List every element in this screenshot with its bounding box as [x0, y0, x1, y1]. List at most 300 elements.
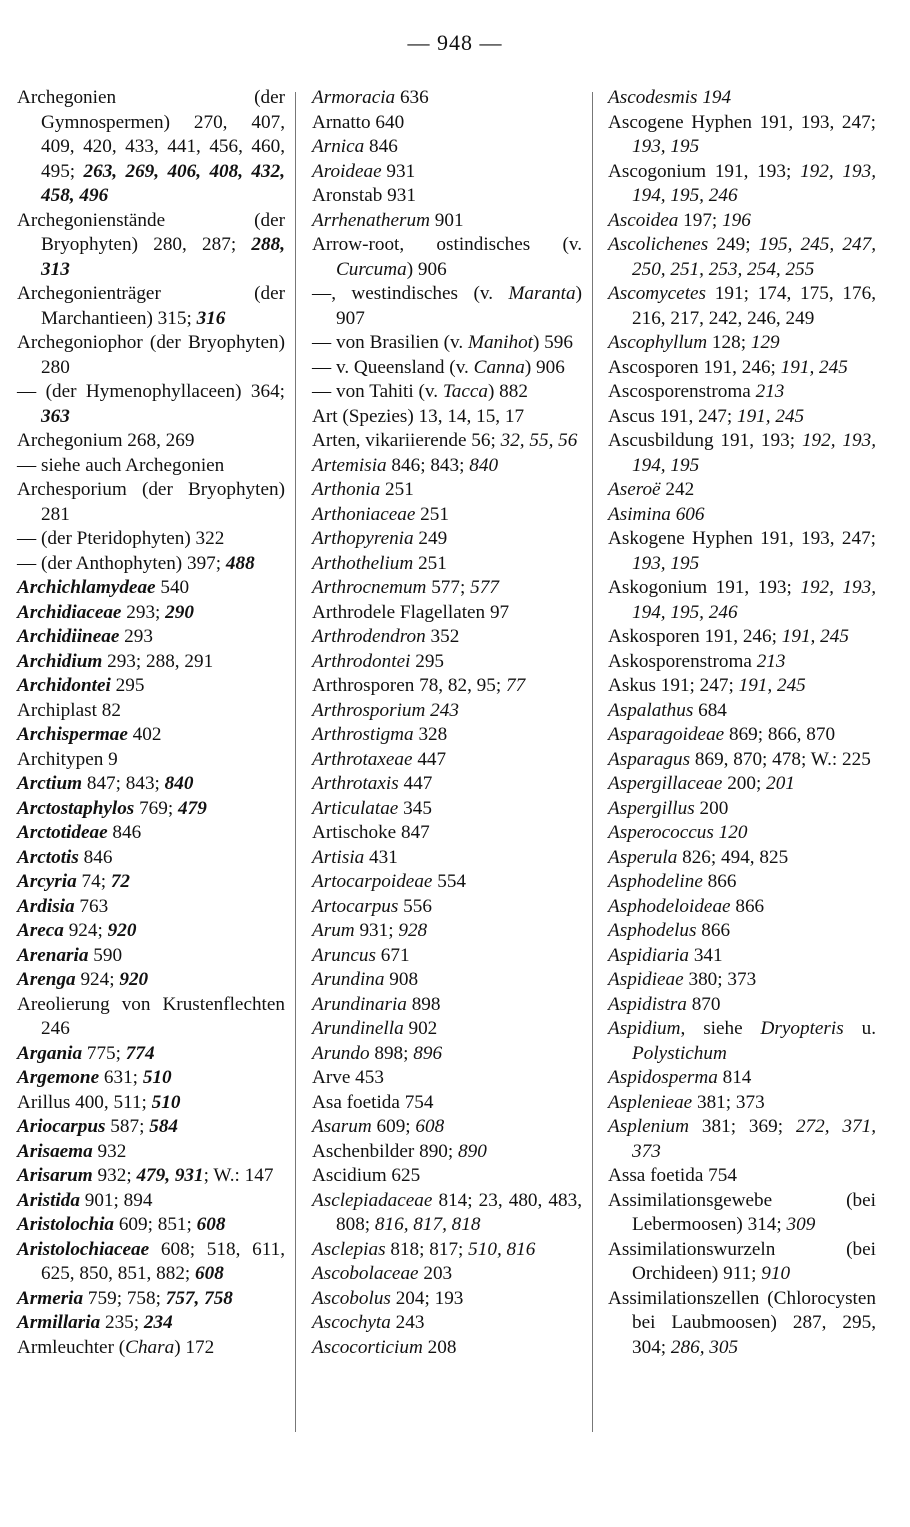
entry-text: Armeria [17, 1287, 84, 1309]
entry-text: 286, 305 [670, 1336, 739, 1358]
entry-text: Asplenieae [608, 1091, 693, 1113]
index-entry [17, 1115, 285, 1140]
entry-text: 826; 494, 825 [677, 846, 789, 868]
index-entry [312, 625, 582, 650]
entry-text: — von Brasilien (v. [312, 332, 468, 353]
index-entry [17, 1287, 285, 1312]
entry-text: 381; 369; [689, 1116, 796, 1137]
entry-text: Aspidosperma [608, 1067, 718, 1088]
index-entry [312, 895, 582, 920]
entry-text: 381; 373 [692, 1091, 765, 1113]
entry-text: Archichlamydeae [17, 577, 156, 598]
index-entry [608, 86, 876, 111]
entry-text: Artischoke 847 [312, 822, 430, 843]
entry-text: Aspergillaceae [608, 773, 723, 794]
entry-text: Archidium [17, 650, 103, 672]
index-entry [312, 576, 582, 601]
entry-text: Arundinaria [312, 993, 407, 1015]
entry-text: Aristida [17, 1189, 80, 1211]
entry-text: Aspidiaria [608, 944, 690, 966]
entry-text: Archegonien (der Gymnospermen) 270, 407, 409, 420, 433, 441, 456, 460, 495; [17, 87, 285, 182]
entry-text: 192, 193, 194, 195, 246 [632, 160, 877, 206]
index-entry [312, 797, 582, 822]
entry-text: Ascomycetes [608, 283, 707, 304]
entry-text: 363 [41, 405, 70, 427]
entry-text: Dryopteris [760, 1018, 844, 1039]
index-entry [17, 993, 285, 1042]
entry-text: Asperula [608, 846, 678, 868]
entry-text: Ardisia [17, 895, 75, 917]
index-entry [17, 331, 285, 380]
index-entry [608, 895, 876, 920]
entry-text: 195, 245, 247, 250, 251, 253, 254, 255 [632, 234, 876, 280]
index-entry [312, 478, 582, 503]
entry-text: u. [843, 1018, 876, 1039]
entry-text: 208 [422, 1336, 457, 1358]
entry-text: Arctium [17, 773, 83, 794]
entry-text: 243 [430, 699, 459, 721]
entry-text: Manihot [467, 332, 533, 353]
entry-text: Arisarum [17, 1165, 93, 1186]
entry-text: Aristolochiaceae [17, 1238, 150, 1260]
entry-text: Asphodeline [608, 871, 703, 892]
index-entry [608, 1017, 876, 1066]
index-entry [312, 405, 582, 430]
index-entry [312, 601, 582, 626]
entry-text: Arnica [312, 136, 365, 157]
index-entry [608, 1238, 876, 1287]
entry-text: Aspergillus [608, 797, 695, 819]
entry-text: Arundina [312, 969, 385, 990]
entry-text: 120 [718, 822, 748, 843]
index-entry [608, 748, 876, 773]
entry-text: Archegonium 268, 269 [17, 430, 195, 451]
entry-text: Arillus 400, 511; [17, 1091, 152, 1113]
entry-text: 290 [165, 601, 194, 623]
entry-text: Asphodeloideae [608, 895, 731, 917]
entry-text: Archiplast 82 [17, 699, 121, 721]
index-entry [312, 135, 582, 160]
index-entry [608, 1287, 876, 1361]
index-entry [17, 895, 285, 920]
entry-text: Askogonium 191, 193; [608, 577, 801, 598]
entry-text: 898 [406, 993, 441, 1015]
entry-text: Ascusbildung 191, 193; [608, 430, 802, 451]
entry-text: 242 [660, 479, 695, 500]
entry-text: Articulatae [312, 797, 399, 819]
entry-text: 901 [429, 209, 464, 231]
entry-text: Assa foetida 754 [608, 1165, 737, 1186]
entry-text: 814 [717, 1067, 752, 1088]
index-entry [608, 919, 876, 944]
index-entry [17, 699, 285, 724]
index-entry [17, 1140, 285, 1165]
entry-text: Arisaema [17, 1140, 93, 1162]
entry-text: 510 [151, 1091, 181, 1113]
entry-text: 540 [155, 577, 190, 598]
entry-text: Askogene Hyphen 191, 193, 247; [608, 528, 876, 549]
index-entry [17, 723, 285, 748]
entry-text: — siehe auch Archegonien [17, 454, 225, 476]
entry-text: Ascosporen 191, 246; [608, 356, 781, 378]
index-entry [17, 1336, 285, 1361]
entry-text: ) 906 [524, 356, 565, 378]
entry-text: 870 [686, 993, 721, 1015]
entry-text: 577 [470, 577, 499, 598]
entry-text: 840 [164, 773, 194, 794]
entry-text: Arrhenatherum [312, 209, 430, 231]
entry-text: 908 [384, 969, 419, 990]
index-entry [312, 650, 582, 675]
index-entry [312, 111, 582, 136]
index-entry [17, 797, 285, 822]
index-entry [312, 1140, 582, 1165]
index-entry [17, 625, 285, 650]
index-entry [312, 380, 582, 405]
index-entry [312, 356, 582, 381]
index-entry [17, 478, 285, 527]
entry-text: ) 882 [487, 381, 528, 402]
entry-text: Ascoidea [608, 209, 679, 231]
index-entry [17, 1189, 285, 1214]
entry-text: Arctostaphylos [17, 797, 135, 819]
entry-text: 194 [702, 87, 732, 108]
entry-text: Aruncus [312, 944, 376, 966]
entry-text: — von Tahiti (v. [312, 381, 443, 402]
entry-text: Asparagoideae [608, 724, 725, 745]
entry-text: Arenga [17, 969, 76, 990]
index-entry [312, 821, 582, 846]
entry-text: Arundinella [312, 1018, 404, 1039]
entry-text: 757, 758 [165, 1287, 233, 1309]
entry-text: 196 [722, 209, 751, 231]
index-entry [608, 625, 876, 650]
index-entry [312, 233, 582, 282]
entry-text: Arctotis [17, 846, 79, 868]
index-entry [312, 160, 582, 185]
entry-text: Aroideae [312, 160, 382, 182]
entry-text: Arundo [312, 1042, 370, 1064]
entry-text: Artemisia [312, 454, 387, 476]
entry-text: Artocarpus [312, 895, 399, 917]
index-entry [17, 846, 285, 871]
entry-text: Asa foetida 754 [312, 1091, 434, 1113]
entry-text: 890 [458, 1140, 487, 1162]
entry-text: 251 [415, 503, 449, 525]
entry-text: 200 [694, 797, 729, 819]
page-number-value: 948 [437, 30, 473, 55]
entry-text: Argania [17, 1042, 83, 1064]
index-entry [312, 503, 582, 528]
entry-text: Ascobolus [312, 1287, 391, 1309]
entry-text: ) 596 [533, 332, 573, 353]
index-entry [312, 184, 582, 209]
index-entry [608, 233, 876, 282]
entry-text: Asclepiadaceae [312, 1189, 433, 1211]
entry-text: 249 [413, 528, 448, 549]
index-entry [17, 1238, 285, 1287]
entry-text: Archegonienträger (der Marchantieen) 315; [17, 283, 285, 329]
entry-text: 272, 371, 373 [632, 1116, 876, 1162]
index-entry [608, 282, 876, 331]
entry-text: 213 [756, 650, 786, 672]
entry-text: Archegoniophor (der Bryophyten) 280 [17, 332, 285, 378]
entry-text: Arthoniaceae [312, 503, 416, 525]
entry-text: 818; 817; [385, 1238, 469, 1260]
index-entry [17, 674, 285, 699]
index-entry [608, 1115, 876, 1164]
entry-text: 192, 193, 194, 195, 246 [632, 577, 876, 623]
index-entry [608, 797, 876, 822]
entry-text: 328 [413, 724, 448, 745]
index-entry [17, 429, 285, 454]
entry-text: — (der Pteridophyten) 322 [17, 528, 225, 549]
entry-text: 77 [505, 675, 526, 696]
index-entry [608, 772, 876, 797]
entry-text: 901; 894 [79, 1189, 153, 1211]
index-entry [17, 919, 285, 944]
entry-text: 932; [92, 1165, 137, 1186]
entry-text: Arten, vikariierende 56; [312, 430, 501, 451]
entry-text: 896 [413, 1042, 443, 1064]
entry-text: 554 [432, 871, 467, 892]
entry-text: Arthrocnemum [312, 577, 427, 598]
entry-text: Arthrodontei [312, 650, 411, 672]
index-entry [17, 576, 285, 601]
index-entry [312, 86, 582, 111]
entry-text: Archegonienstände (der Bryophyten) 280, 287; [17, 209, 285, 255]
index-entry [608, 674, 876, 699]
entry-text: Aronstab 931 [312, 185, 416, 206]
entry-text: Ascus 191, 247; [608, 405, 737, 427]
entry-text: 479 [178, 797, 207, 819]
entry-text: 380; 373 [683, 969, 757, 990]
entry-text: Askus 191; 247; [608, 675, 739, 696]
entry-text: Arthrotaxis [312, 773, 399, 794]
entry-text: 510, 816 [468, 1238, 536, 1260]
entry-text: Arthrodendron [312, 626, 426, 647]
entry-text: 431 [364, 846, 398, 868]
entry-text: Arthrosporium [312, 699, 426, 721]
entry-text: Aseroë [608, 479, 661, 500]
entry-text: Archidiaceae [17, 601, 122, 623]
index-entry [608, 1189, 876, 1238]
entry-text: 910 [761, 1263, 791, 1284]
entry-text: Ascogonium 191, 193; [608, 160, 801, 182]
entry-text: 608 [196, 1214, 226, 1235]
entry-text: 866 [730, 895, 765, 917]
entry-text: 759; 758; [83, 1287, 166, 1309]
index-entry [312, 1066, 582, 1091]
index-entry [312, 552, 582, 577]
entry-text: 204; 193 [390, 1287, 464, 1309]
entry-text: 847; 843; [82, 773, 165, 794]
entry-text: Arthrodele Flagellaten 97 [312, 601, 510, 623]
column-divider [592, 92, 593, 1432]
index-entry [608, 723, 876, 748]
page-number: — 948 — [407, 30, 503, 55]
index-entry [17, 968, 285, 993]
index-entry [17, 772, 285, 797]
entry-text: 928 [398, 920, 428, 941]
entry-text: Ascodesmis [608, 87, 698, 108]
column-divider [295, 92, 296, 1432]
index-entry [608, 405, 876, 430]
index-entry [312, 968, 582, 993]
entry-text: 129 [750, 332, 780, 353]
index-entry [17, 1164, 285, 1189]
entry-text: 191, 245 [781, 626, 849, 647]
entry-text: 191, 245 [736, 405, 805, 427]
index-entry [312, 429, 582, 454]
entry-text: 251 [380, 479, 414, 500]
entry-text: 74; [76, 871, 111, 892]
entry-text: 191, 245 [780, 356, 848, 378]
entry-text: Canna [473, 356, 525, 378]
entry-text: Asphodelus [608, 920, 697, 941]
entry-text: Asplenium [608, 1116, 690, 1137]
index-entry [608, 1164, 876, 1189]
entry-text: Arthrostigma [312, 724, 414, 745]
index-entry [17, 1311, 285, 1336]
entry-text: 931 [381, 160, 416, 182]
entry-text: ) 172 [174, 1336, 215, 1358]
index-entry [312, 870, 582, 895]
entry-text: 251 [413, 552, 447, 574]
index-entry [312, 1189, 582, 1238]
entry-text: Armleuchter ( [17, 1336, 126, 1358]
entry-text: Arthothelium [312, 552, 414, 574]
entry-text: Asclepias [312, 1238, 386, 1260]
entry-text: 840 [469, 454, 499, 476]
index-entry [608, 356, 876, 381]
index-entry [312, 454, 582, 479]
entry-text: 816, 817, 818 [374, 1214, 481, 1235]
index-entry [608, 576, 876, 625]
entry-text: Areolierung von Krustenflechten 246 [17, 993, 285, 1039]
entry-text: Archidontei [17, 675, 111, 696]
index-entry [17, 944, 285, 969]
index-entry [608, 209, 876, 234]
entry-text: 243 [390, 1312, 425, 1333]
entry-text: Asarum [312, 1116, 372, 1137]
entry-text: 193, 195 [632, 136, 700, 157]
entry-text: ) 907 [336, 283, 582, 329]
index-entry [17, 1066, 285, 1091]
entry-text: 846 [107, 822, 142, 843]
entry-text: Aspidium [608, 1018, 681, 1039]
index-entry [608, 503, 876, 528]
index-entry [312, 1115, 582, 1140]
index-entry [17, 821, 285, 846]
entry-text: Ariocarpus [17, 1116, 106, 1137]
index-entry [608, 527, 876, 576]
entry-text: Ascophyllum [608, 332, 708, 353]
entry-text: Arthrosporen 78, 82, 95; [312, 675, 506, 696]
index-entry [312, 846, 582, 871]
entry-text: Askosporenstroma [608, 650, 757, 672]
index-entry [312, 282, 582, 331]
index-entry [17, 650, 285, 675]
entry-text: 556 [398, 895, 432, 917]
index-entry [312, 1017, 582, 1042]
entry-text: Archidiineae [17, 626, 120, 647]
entry-text: 636 [395, 87, 429, 108]
index-entry [17, 454, 285, 479]
entry-text: Arthopyrenia [312, 528, 414, 549]
index-entry [17, 870, 285, 895]
entry-text: Ascosporenstroma [608, 381, 756, 402]
entry-text: 293; [121, 601, 166, 623]
index-entry [17, 282, 285, 331]
entry-text: 447 [412, 748, 447, 770]
entry-text: 295 [110, 675, 145, 696]
entry-text: Arthonia [312, 479, 381, 500]
entry-text: Arrow-root, ostindisches (v. [312, 234, 582, 255]
index-entry [608, 699, 876, 724]
entry-text: 128; [707, 332, 751, 353]
entry-text: 200; [722, 773, 767, 794]
entry-text: Arum [312, 920, 355, 941]
index-entry [312, 1091, 582, 1116]
entry-text: 902 [403, 1018, 438, 1039]
index-entry [17, 748, 285, 773]
entry-text: Armoracia [312, 87, 396, 108]
index-entry [608, 650, 876, 675]
index-entry [312, 772, 582, 797]
entry-text: Chara [125, 1336, 175, 1358]
index-entry [608, 331, 876, 356]
entry-text: 606 [675, 503, 705, 525]
entry-text: 932 [92, 1140, 127, 1162]
index-entry [312, 527, 582, 552]
entry-text: 814; 23, 480, 483, 808; [336, 1189, 582, 1235]
entry-text: 608; 518, 611, 625, 850, 851, 882; [41, 1238, 285, 1284]
entry-text: Aspidistra [608, 993, 687, 1015]
entry-text: 608 [415, 1116, 445, 1137]
index-entry [608, 870, 876, 895]
entry-text: Armillaria [17, 1312, 101, 1333]
entry-text: 866 [696, 920, 731, 941]
entry-text: 341 [689, 944, 723, 966]
index-column-1 [17, 86, 285, 1360]
entry-text: Arenaria [17, 944, 89, 966]
entry-text: Ascolichenes [608, 234, 709, 255]
entry-text: 584 [149, 1116, 178, 1137]
entry-text: — (der Anthophyten) 397; [17, 552, 226, 574]
index-entry [312, 331, 582, 356]
entry-text: 479, 931 [136, 1165, 204, 1186]
entry-text: 192, 193, 194, 195 [632, 430, 876, 476]
index-entry [608, 478, 876, 503]
entry-text: 763 [74, 895, 109, 917]
entry-text: 924; [75, 969, 120, 990]
index-entry [312, 1262, 582, 1287]
entry-text: Areca [17, 920, 64, 941]
entry-text: Assimilationsgewebe (bei Lebermoosen) 314; [608, 1189, 876, 1235]
entry-text: Ascogene Hyphen 191, 193, 247; [608, 111, 876, 133]
index-entry [312, 209, 582, 234]
entry-text: Maranta [508, 283, 576, 304]
entry-text: Asimina [608, 503, 671, 525]
index-entry [608, 821, 876, 846]
index-column-3 [608, 86, 876, 1360]
entry-text: Artocarpoideae [312, 871, 433, 892]
entry-text: 263, 269, 406, 408, 432, 458, 496 [41, 160, 285, 206]
entry-text: Artisia [312, 846, 365, 868]
entry-text: 32, 55, 56 [500, 430, 578, 451]
entry-text: 345 [398, 797, 432, 819]
